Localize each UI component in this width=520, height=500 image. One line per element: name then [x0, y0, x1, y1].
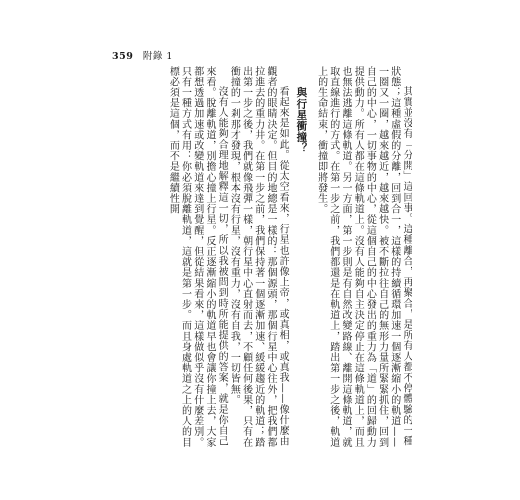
paragraph-3: 沒有人能夠合理地解釋這一切，所以我被問到時所能提供的答案，就是你自己來看。脫離軌道，別擔心撞上行星。反正逐漸縮小的軌道早也會讓你撞上去，大家都想透過加速或改變軌道來達到覺醒，但從結果看來，這樣做似乎沒有什麼差別。只有一種方式有用：你必須脫離軌道，這就是第一步。而且身處軌道之上的人的目標必須是這個，而不是繼續性開 [167, 66, 228, 448]
paragraph-2: 看起來是如此。從太空看來，行星也許像上帝，或真相，或真我——像什麼由觀者的眼睛決定。但目的地總是一樣的：那個源頭，那個行星中心往外，把我們都拉進去的重力井。在第一步之前，我們保持著一個逐漸加速、緩緩趨近的軌道；踏出第一步之後，我們就像飛彈一樣，朝行星中心直射而去，不顧任何後果，只有在衝撞的一剎那才發現，根本沒有行星，沒有重力，沒有自我，一切皆無。 [228, 66, 289, 448]
page-number: 359 [112, 51, 134, 62]
section-title: 附錄 1 [142, 51, 173, 62]
body-text [112, 66, 412, 452]
paragraph-1: 其實並沒有「分開」這回事。這種離合，再聚合，是所有人都不停體驗的一種狀態；這種虛假的分離，回到合一，這樣的持續循環加速一個逐漸縮小的軌道——一圈又一圈，越來越近，越來越快。被不斷拉往自己的無形力量所緊緊抓住，回到自己的中心，一切事物的中心，從這個自己的中心發出的重力為「道」的回歸動力提供動力。所有人都在這條軌道上。沒有人能夠自主決定停止在這條軌道上，而且也無法逃離這條軌道。另一方面，第一步則是有自然改變路線、離開這條軌道，就取直線進行的方式。在第一步之前，我們都還是在軌道上，踏出第一步之後，軌道上的生命結束，衝撞即將發生。 [315, 66, 412, 448]
running-header [112, 48, 173, 62]
section-heading: 與行星衝撞？ [295, 87, 308, 154]
